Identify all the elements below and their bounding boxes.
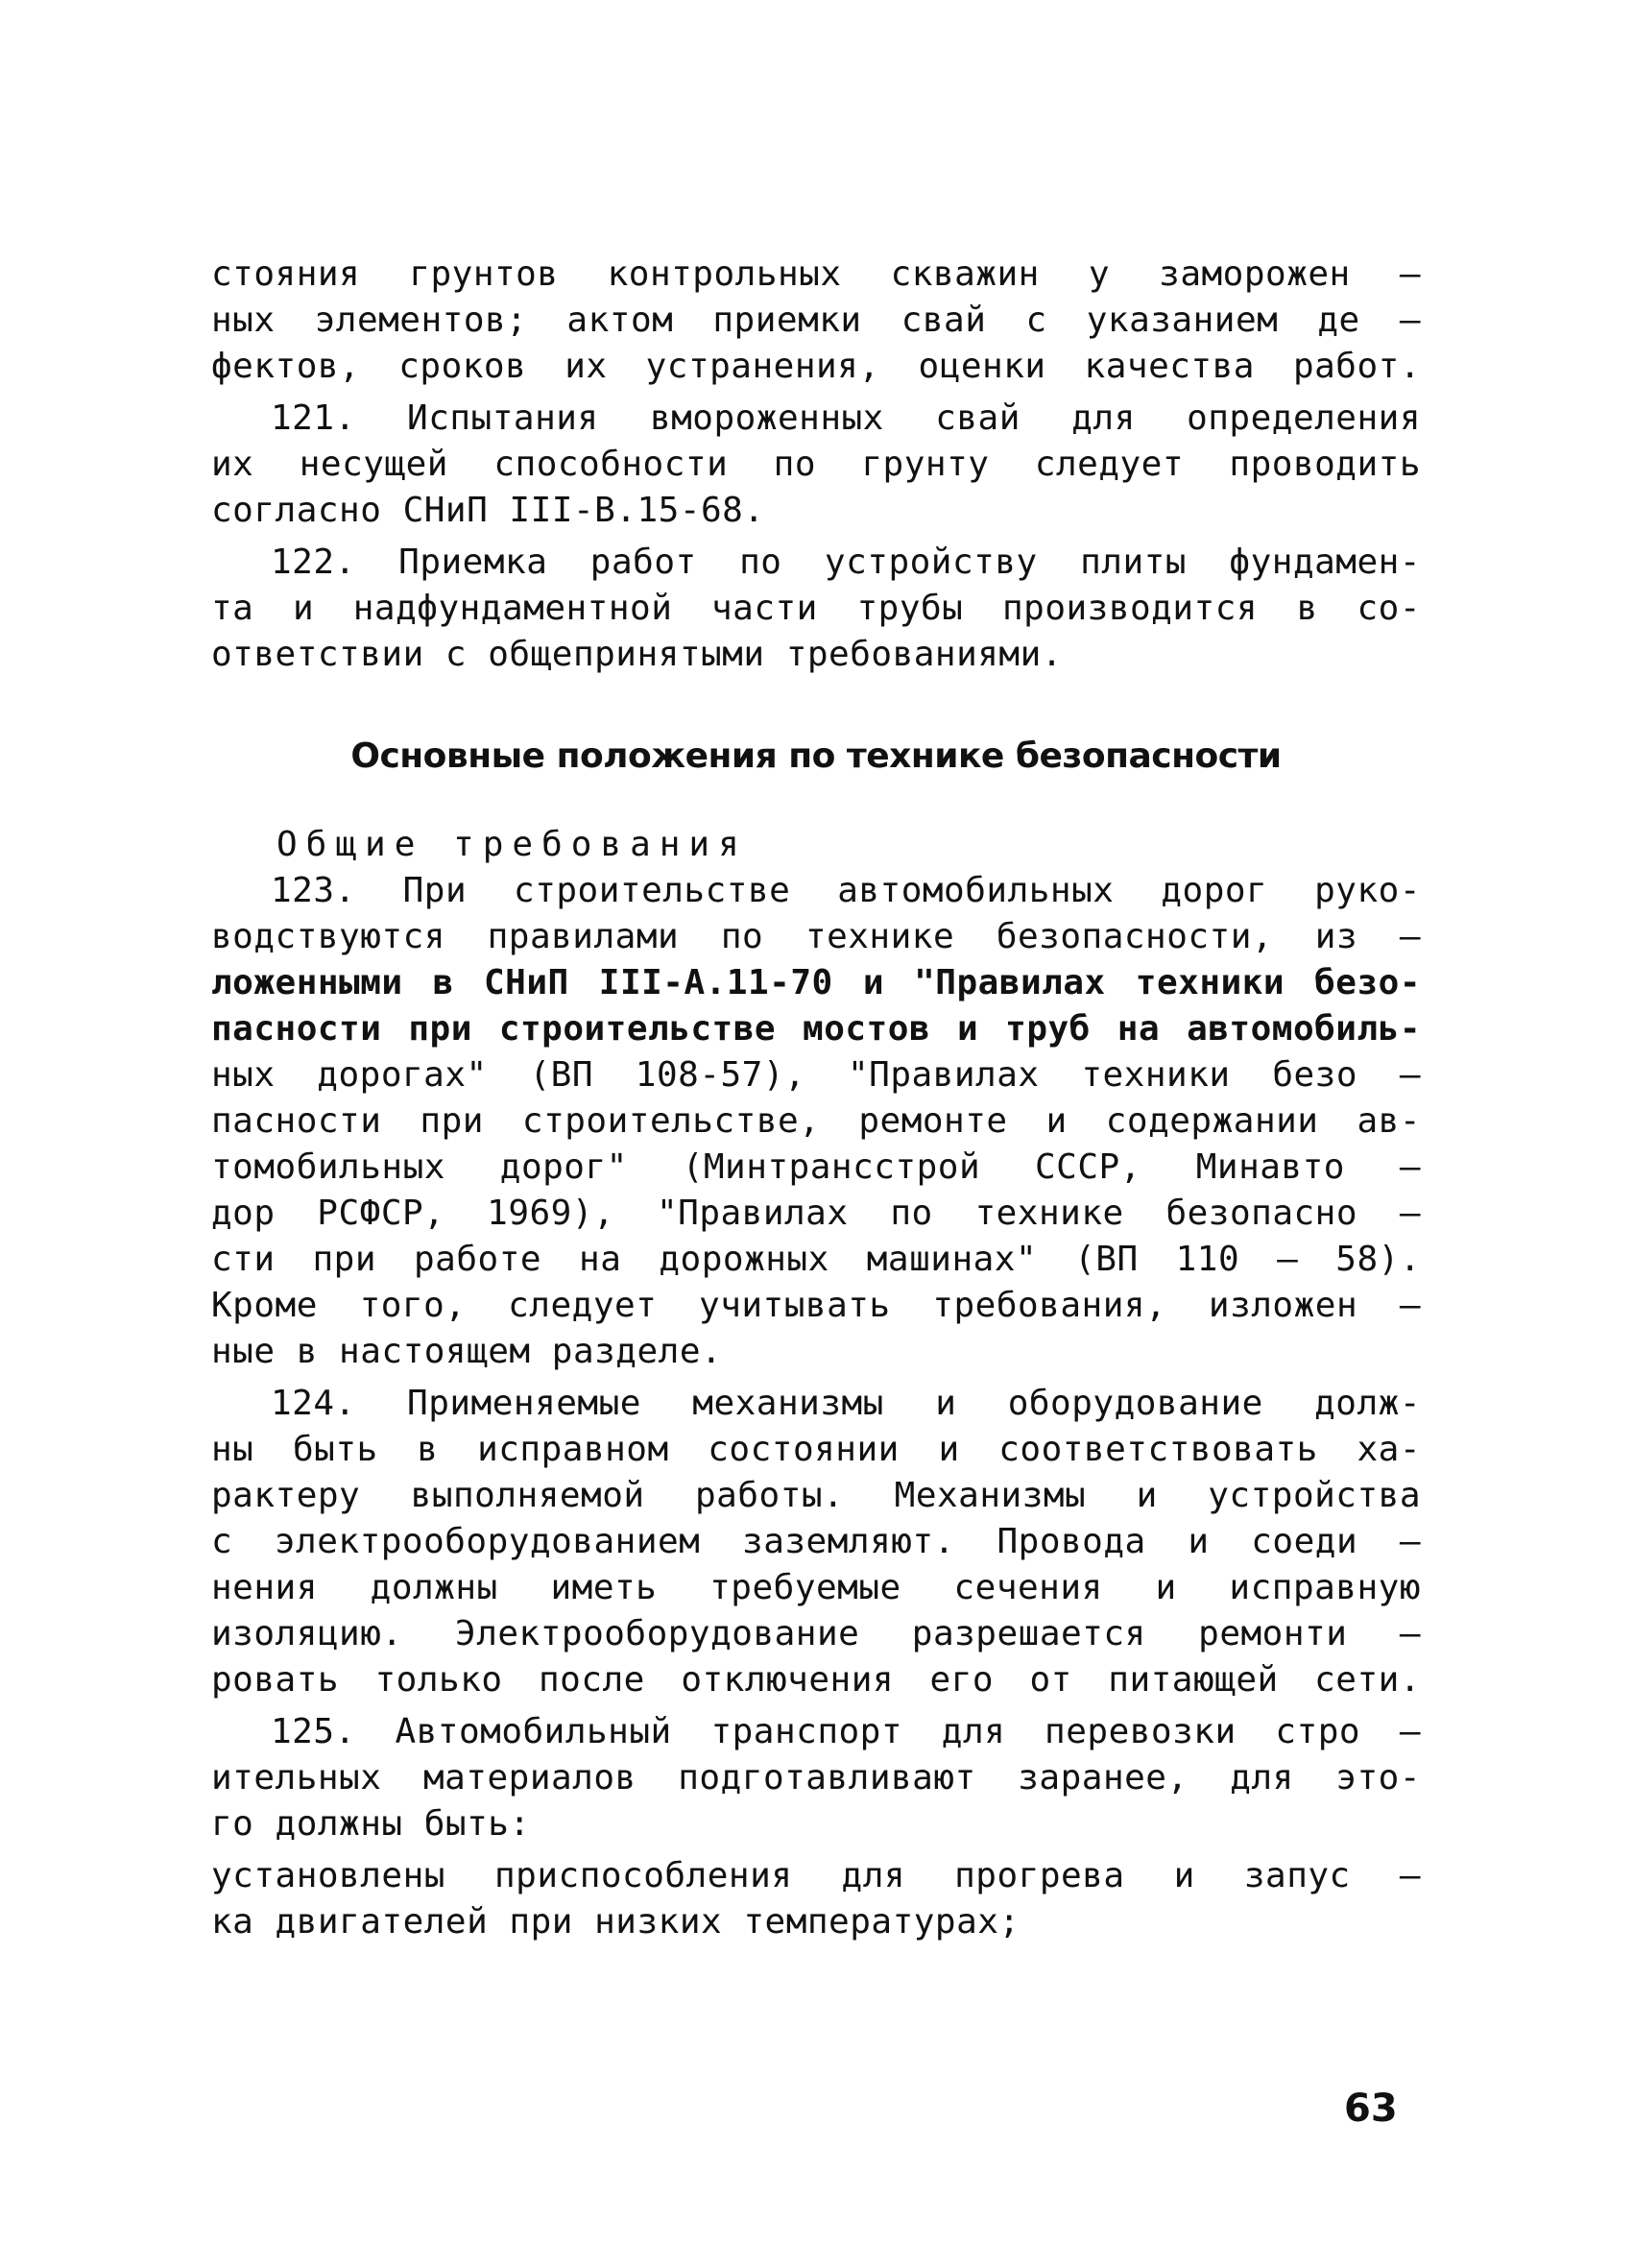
text-line: го должны быть: <box>211 1804 531 1844</box>
text-line: сти при работе на дорожных машинах" (ВП 110 – 58). <box>211 1240 1421 1279</box>
text-line: ительных материалов подготавливают заранее, для это- <box>211 1758 1421 1798</box>
text-line: их несущей способности по грунту следует проводить <box>211 445 1421 484</box>
paragraph-121-line: 121. Испытания вмороженных свай для определения <box>271 398 1421 438</box>
text-line: пасности при строительстве мостов и труб на автомобиль- <box>211 1009 1421 1049</box>
page-number: 63 <box>1344 2087 1398 2131</box>
text-line: ны быть в исправном состоянии и соответствовать ха- <box>211 1430 1421 1469</box>
text-line: водствуются правилами по технике безопасности, из – <box>211 917 1421 956</box>
paragraph-124-line: 124. Применяемые механизмы и оборудование долж- <box>271 1384 1421 1423</box>
text-line: изоляцию. Электрооборудование разрешается ремонти – <box>211 1614 1421 1653</box>
paragraph-122-line: 122. Приемка работ по устройству плиты фундамен- <box>271 543 1421 582</box>
text-line: рактеру выполняемой работы. Механизмы и устройства <box>211 1476 1421 1515</box>
text-line: Кроме того, следует учитывать требования, изложен – <box>211 1286 1421 1325</box>
list-item-line: установлены приспособления для прогрева и запус – <box>211 1856 1421 1895</box>
paragraph-123-line: 123. При строительстве автомобильных дорог руко- <box>271 871 1421 910</box>
text-line: стояния грунтов контрольных скважин у заморожен – <box>211 254 1421 294</box>
text-line: томобильных дорог" (Минтрансстрой СССР, Минавто – <box>211 1147 1421 1187</box>
text-line: нения должны иметь требуемые сечения и исправную <box>211 1568 1421 1607</box>
text-line: согласно СНиП III-В.15-68. <box>211 491 765 530</box>
text-line: та и надфундаментной части трубы производится в со- <box>211 589 1421 628</box>
list-item-line: ка двигателей при низких температурах; <box>211 1902 1021 1942</box>
text-line: ровать только после отключения его от питающей сети. <box>211 1660 1421 1700</box>
text-line: пасности при строительстве, ремонте и содержании ав- <box>211 1101 1421 1141</box>
text-line: дор РСФСР, 1969), "Правилах по технике безопасно – <box>211 1194 1421 1233</box>
text-line: фектов, сроков их устранения, оценки качества работ. <box>211 347 1421 386</box>
text-line: ответствии с общепринятыми требованиями. <box>211 635 1063 674</box>
section-heading: Основные положения по технике безопасности <box>350 736 1282 776</box>
text-line: ложенными в СНиП III-А.11-70 и "Правилах техники безо- <box>211 963 1421 1002</box>
text-line: ных дорогах" (ВП 108-57), "Правилах техники безо – <box>211 1055 1421 1095</box>
text-line: с электрооборудованием заземляют. Провода и соеди – <box>211 1522 1421 1561</box>
paragraph-125-line: 125. Автомобильный транспорт для перевозки стро – <box>271 1712 1421 1751</box>
text-line: ных элементов; актом приемки свай с указанием де – <box>211 301 1421 340</box>
subsection-heading: Общие требования <box>276 825 748 864</box>
text-line: ные в настоящем разделе. <box>211 1332 723 1371</box>
